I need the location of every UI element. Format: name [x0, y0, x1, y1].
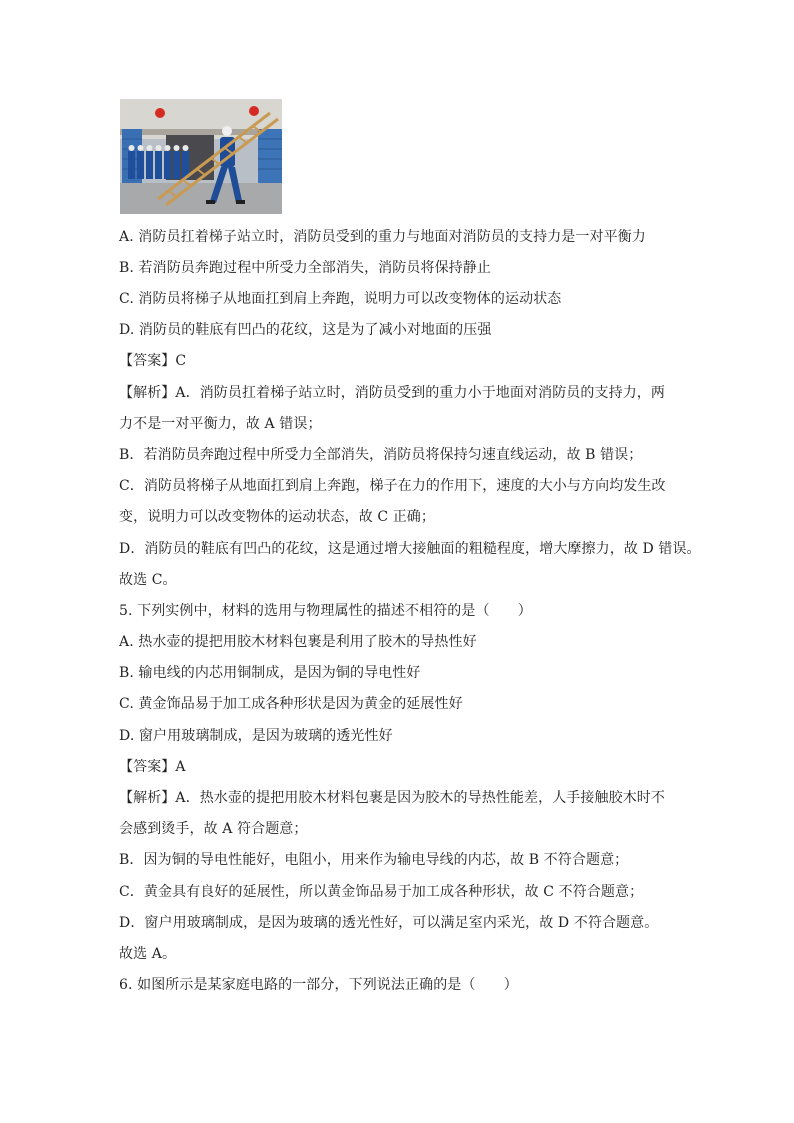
q5-option-c: C. 黄金饰品易于加工成各种形状是因为黄金的延展性好 [119, 696, 463, 712]
question-5-stem: 5. 下列实例中，材料的选用与物理属性的描述不相符的是（ ） [119, 603, 532, 619]
q5-analysis-line: B．因为铜的导电性能好，电阻小，用来作为输电导线的内芯，故 B 不符合题意； [119, 852, 629, 868]
analysis-line: C．消防员将梯子从地面扛到肩上奔跑，梯子在力的作用下，速度的大小与方向均发生改 [119, 478, 666, 494]
firefighter-ladder-photo [120, 99, 282, 214]
option-b-text: B. 若消防员奔跑过程中所受力全部消失，消防员将保持静止 [119, 260, 491, 276]
q5-option-d: D. 窗户用玻璃制成，是因为玻璃的透光性好 [119, 728, 393, 744]
answer-label: 【答案】C [119, 353, 187, 369]
question-6-stem: 6. 如图所示是某家庭电路的一部分，下列说法正确的是（ ） [119, 977, 518, 993]
q5-option-b: B. 输电线的内芯用铜制成，是因为铜的导电性好 [119, 665, 421, 681]
q5-analysis-line: 会感到烫手，故 A 符合题意； [119, 821, 308, 837]
q5-analysis-line: D．窗户用玻璃制成，是因为玻璃的透光性好，可以满足室内采光，故 D 不符合题意。 [119, 915, 659, 931]
analysis-line: 力不是一对平衡力，故 A 错误； [119, 416, 322, 432]
q5-analysis-line: C．黄金具有良好的延展性，所以黄金饰品易于加工成各种形状，故 C 不符合题意； [119, 884, 644, 900]
analysis-line: 变，说明力可以改变物体的运动状态，故 C 正确； [119, 509, 436, 525]
analysis-line: 【解析】A．消防员扛着梯子站立时，消防员受到的重力小于地面对消防员的支持力，两 [119, 385, 666, 401]
q5-analysis-line: 【解析】A．热水壶的提把用胶木材料包裹是因为胶木的导热性能差，人手接触胶木时不 [119, 790, 666, 806]
option-a-text: A. 消防员扛着梯子站立时，消防员受到的重力与地面对消防员的支持力是一对平衡力 [119, 229, 646, 245]
firefighter-photo-illustration [120, 99, 282, 214]
analysis-line: D．消防员的鞋底有凹凸的花纹，这是通过增大接触面的粗糙程度，增大摩擦力，故 D 错误。 [119, 541, 701, 557]
q5-conclusion-line: 故选 A。 [119, 946, 177, 962]
conclusion-line: 故选 C。 [119, 572, 177, 588]
q5-answer-label: 【答案】A [119, 759, 186, 775]
option-d-text: D. 消防员的鞋底有凹凸的花纹，这是为了减小对地面的压强 [119, 322, 492, 338]
q5-option-a: A. 热水壶的提把用胶木材料包裹是利用了胶木的导热性好 [119, 634, 477, 650]
analysis-line: B．若消防员奔跑过程中所受力全部消失，消防员将保持匀速直线运动，故 B 错误； [119, 447, 643, 463]
option-c-text: C. 消防员将梯子从地面扛到肩上奔跑，说明力可以改变物体的运动状态 [119, 291, 562, 307]
